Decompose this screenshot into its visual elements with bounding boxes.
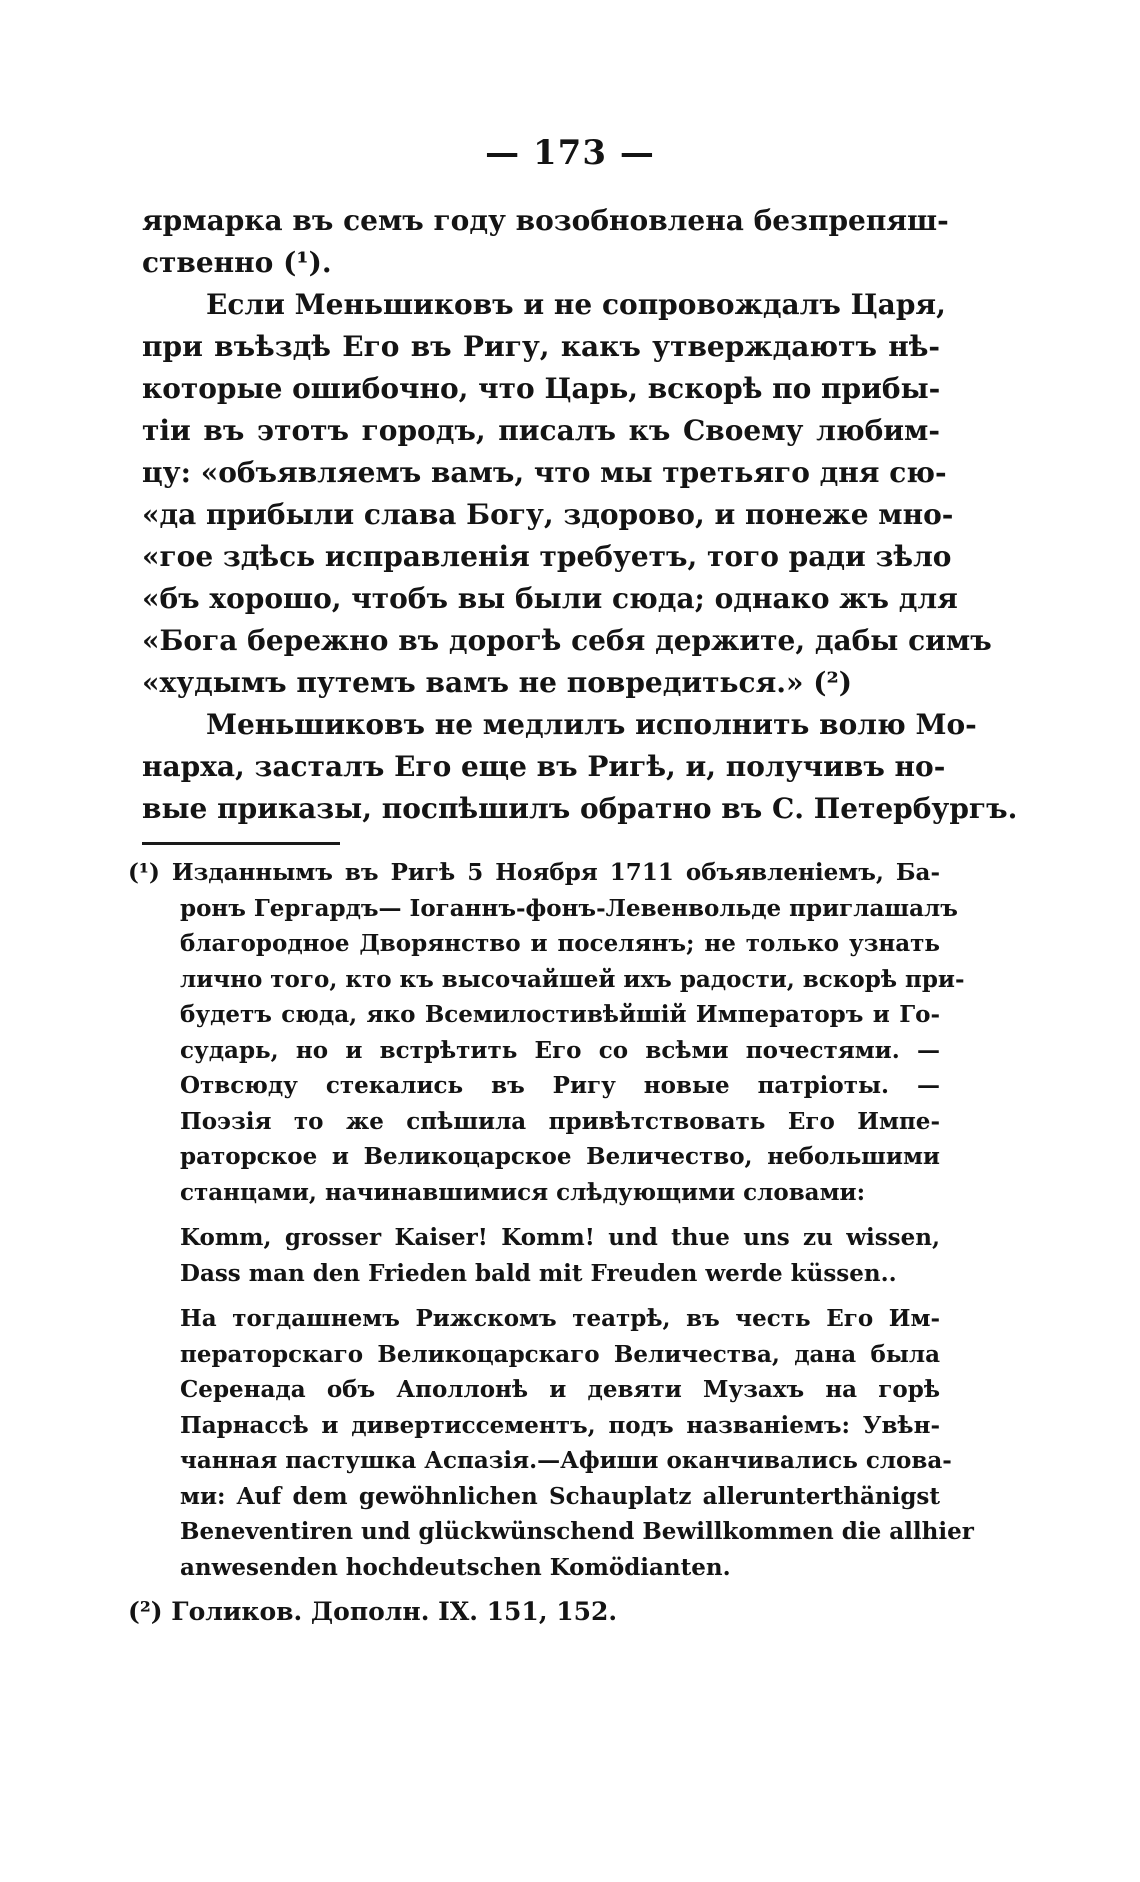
footnote-2: (²) Голиков. Дополн. IX. 151, 152. (128, 1597, 618, 1626)
page-number: — 173 — (485, 133, 655, 173)
text-line: Меньшиковъ не медлилъ исполнить волю Мо- (206, 708, 977, 741)
text-line: нарха, засталъ Его еще въ Ригѣ, и, получивъ но- (142, 750, 946, 783)
text-line: «да прибыли слава Богу, здорово, и понеже мно- (142, 498, 954, 531)
text-line: «бъ хорошо, чтобъ вы были сюда; однако жъ для (142, 582, 958, 615)
text-line: цу: «объявляемъ вамъ, что мы третьяго дня сю- (142, 456, 947, 489)
footnote-line: Beneventiren und glückwünschend Bewillkommen die allhier (180, 1518, 974, 1545)
text-line: «гое здѣсь исправленія требуетъ, того ради зѣло (142, 540, 952, 573)
text-line: тіи въ этотъ городъ, писалъ къ Своему любим- (142, 414, 940, 447)
footnote-line: ми: Auf dem gewöhnlichen Schauplatz allerunterthänigst (180, 1482, 940, 1510)
text-line: ственно (¹). (142, 246, 332, 279)
footnote-line: раторское и Великоцарское Величество, небольшими (180, 1143, 940, 1170)
footnote-line: чанная пастушка Аспазія.—Афиши оканчивались слова- (180, 1447, 952, 1474)
footnote-line: На тогдашнемъ Рижскомъ театрѣ, въ честь Его Им- (180, 1305, 940, 1332)
footnote-line: станцами, начинавшимися слѣдующими словами: (180, 1178, 866, 1206)
footnote-line: благородное Дворянство и поселянъ; не только узнать (180, 930, 940, 957)
text-line: которые ошибочно, что Царь, вскорѣ по прибы- (142, 372, 941, 405)
footnote-line: Серенада объ Аполлонѣ и девяти Музахъ на горѣ (180, 1376, 940, 1403)
spacer (128, 1291, 940, 1301)
text-line: Если Меньшиковъ и не сопровождалъ Царя, (206, 288, 946, 321)
footnote-line: Отвсюду стекались въ Ригу новые патріоты. — (180, 1072, 940, 1099)
spacer (128, 1210, 940, 1220)
footnote-line: Поэзія то же спѣшила привѣтствовать Его Импе- (180, 1107, 940, 1135)
text-line: «Бога бережно въ дорогѣ себя держите, дабы симъ (142, 624, 992, 657)
text-line: «худымъ путемъ вамъ не повредиться.» (²) (142, 666, 853, 699)
german-verse-line: Dass man den Frieden bald mit Freuden werde küssen.. (180, 1259, 897, 1287)
footnote-line: Парнассѣ и дивертиссементъ, подъ названіемъ: Увѣн- (180, 1411, 940, 1439)
footnote-line: будетъ сюда, яко Всемилостивѣйшій Императоръ и Го- (180, 1001, 940, 1028)
main-text (142, 200, 1018, 830)
footnote-line: лично того, кто къ высочайшей ихъ радости, вскорѣ при- (180, 965, 965, 993)
text-line: при въѣздѣ Его въ Ригу, какъ утверждаютъ нѣ- (142, 330, 940, 363)
german-verse-line: Komm, grosser Kaiser! Komm! und thue uns zu wissen, (180, 1224, 940, 1251)
footnote-line: сударь, но и встрѣтить Его со всѣми почестями. — (180, 1036, 940, 1064)
footnote-line: (¹) Изданнымъ въ Ригѣ 5 Ноября 1711 объявленіемъ, Ба- (128, 859, 940, 886)
footnote-line: ператорскаго Великоцарскаго Величества, дана была (180, 1340, 940, 1368)
footnote-separator (142, 842, 340, 845)
text-line: ярмарка въ семъ году возобновлена безпрепяш- (142, 204, 949, 237)
footnote-line: anwesenden hochdeutschen Komödianten. (180, 1553, 731, 1581)
footnote-line: ронъ Гергардъ— Іоганнъ-фонъ-Левенвольде приглашалъ (180, 894, 958, 922)
footnote-1 (128, 855, 974, 1585)
text-line: вые приказы, поспѣшилъ обратно въ С. Петербургъ. (142, 792, 1018, 825)
